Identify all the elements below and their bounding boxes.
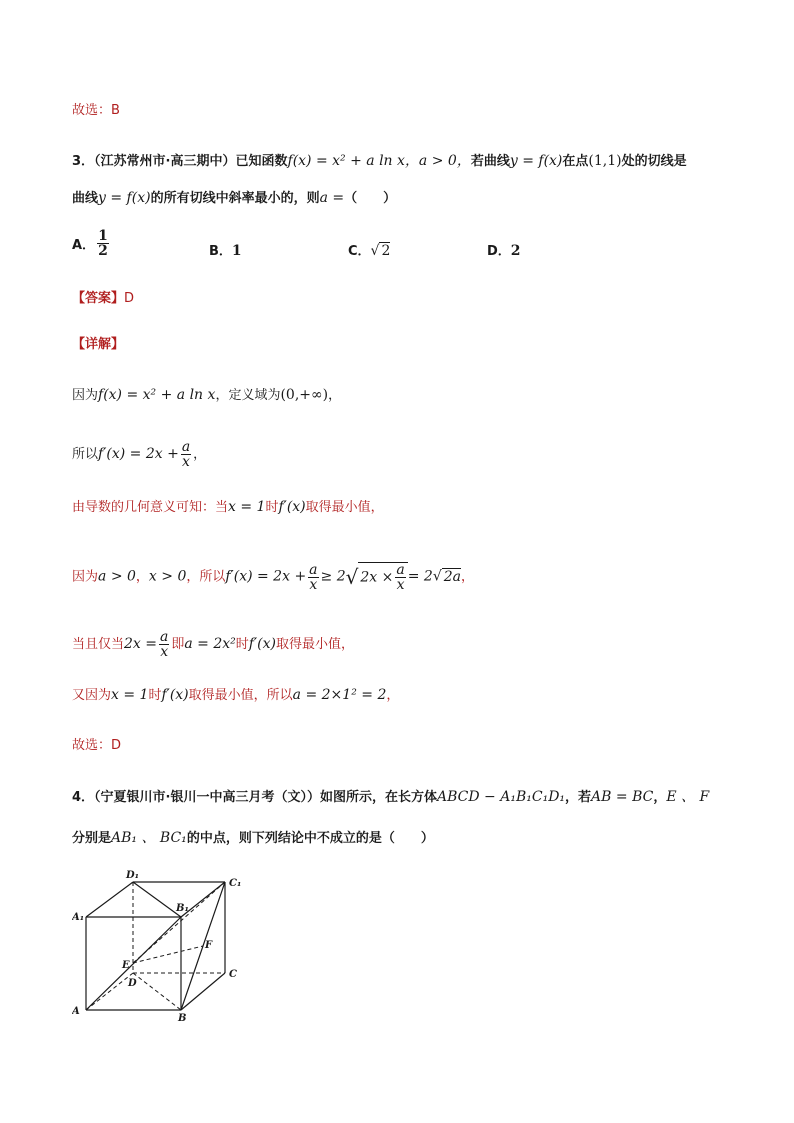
formula: f′(x) = 2x +	[98, 446, 179, 462]
formula: x > 0	[148, 568, 187, 585]
question-text: 如图所示，在长方体	[320, 790, 438, 805]
text: 时	[265, 500, 279, 515]
numerator: a	[309, 561, 318, 578]
hidden-segment-db	[133, 973, 181, 1010]
option-value: 1	[231, 243, 242, 259]
text: ，	[386, 688, 400, 703]
option-c: C．√ 2	[348, 243, 391, 259]
numerator: a	[181, 439, 191, 455]
label-e: E	[122, 960, 130, 971]
label-b: B	[178, 1013, 187, 1021]
formula: f′(x)	[161, 687, 189, 703]
answer-tag: 【答案】	[72, 291, 125, 306]
text: 时	[148, 688, 162, 703]
text: 取得最小值，	[275, 637, 354, 652]
question-3-line-2	[72, 188, 396, 209]
question-3-line-1	[72, 151, 687, 172]
option-letter: A．	[72, 238, 96, 253]
text: ，	[461, 569, 475, 585]
sqrt-radicand	[358, 562, 407, 592]
question-text: 已知函数	[235, 154, 288, 169]
text: 即	[171, 637, 185, 652]
denominator: x	[160, 644, 169, 660]
formula: a =	[319, 190, 345, 206]
option-letter: C．	[348, 244, 371, 259]
answer-value: D	[124, 291, 135, 306]
formula: ABCD − A₁B₁C₁D₁	[437, 789, 566, 805]
formula: f′(x)	[278, 499, 306, 515]
question-text: 在点	[562, 154, 589, 169]
denominator: x	[182, 454, 190, 470]
question-text: ，若	[565, 790, 592, 805]
formula: 2a	[443, 568, 461, 585]
text: 当且仅当	[72, 637, 125, 652]
question-text: 的所有切线中斜率最小的，则	[150, 191, 320, 206]
text: ，定义域为	[215, 388, 281, 403]
formula: 2x ×	[360, 569, 394, 586]
hidden-edge-ad	[86, 973, 133, 1010]
detail-tag: 【详解】	[72, 337, 125, 352]
label-d: D	[128, 978, 137, 989]
solution-step-2	[72, 440, 206, 469]
option-a	[72, 229, 111, 258]
label-c: C	[229, 969, 237, 980]
numerator: 1	[98, 228, 108, 244]
segment-d1b1	[133, 882, 181, 917]
question-text: ，	[653, 790, 667, 805]
formula: f′(x) = 2x +	[225, 568, 307, 585]
option-b	[209, 240, 242, 259]
option-value: 2	[381, 243, 391, 259]
text: ，	[193, 447, 207, 462]
question-text: （ ）	[344, 191, 397, 206]
formula: = 2	[407, 568, 433, 585]
option-letter: B．	[209, 244, 232, 259]
point: (1,1)	[588, 153, 622, 169]
formula: x = 1	[111, 687, 149, 703]
question-text: 的中点，则下列结论中不成立的是（ ）	[186, 831, 434, 846]
label-a1: A₁	[72, 912, 85, 923]
numerator: a	[396, 562, 405, 578]
solution-step-4: 因为a > 0，x > 0，所以f′(x) = 2x + $\frac{a}{x}$ ≥ 2√ 2x × $\frac{a}{x}$ = 2√ 2a，	[72, 561, 475, 593]
text: 由导数的几何意义可知：当	[72, 500, 229, 515]
formula: a > 0	[98, 568, 136, 585]
text: 又因为	[72, 688, 112, 703]
answer-line	[72, 289, 134, 309]
label-a: A	[72, 1006, 80, 1017]
domain: (0,+∞)	[280, 387, 329, 403]
question-4-line-2	[72, 828, 434, 849]
question-number: 3．	[72, 154, 95, 169]
formula: AB = BC	[591, 789, 654, 805]
edge-a1d1	[86, 882, 133, 917]
formula: a = 2x²	[184, 636, 236, 652]
formula: f′(x)	[248, 636, 276, 652]
numerator: a	[160, 629, 169, 645]
label-b1: B₁	[176, 903, 189, 914]
option-fraction	[97, 229, 109, 258]
fraction	[181, 440, 191, 469]
text: 取得最小值，所以	[188, 688, 293, 703]
label-f: F	[205, 940, 213, 951]
text: ，	[328, 388, 342, 403]
formula: y = f(x)	[98, 190, 151, 206]
question-number: 4．	[72, 790, 95, 805]
formula: ≥ 2	[320, 568, 346, 585]
denominator: x	[396, 577, 405, 593]
question-text: 若曲线	[470, 154, 510, 169]
formula: E 、 F	[666, 789, 710, 805]
option-letter: D．	[487, 244, 511, 259]
formula: x = 1	[228, 499, 266, 515]
option-value: 2	[510, 243, 521, 259]
formula: 2x =	[124, 636, 157, 652]
fraction	[395, 563, 405, 592]
question-source: （宁夏银川市·银川一中高三月考（文））	[94, 790, 320, 805]
question-source: （江苏常州市·高三期中）	[94, 154, 236, 169]
formula: y = f(x)	[509, 153, 563, 169]
text: ，	[135, 569, 149, 585]
option-d	[487, 240, 521, 259]
formula: f(x) = x² + a ln x	[98, 387, 216, 403]
label-d1: D₁	[126, 870, 140, 881]
question-4-line-1	[72, 787, 709, 808]
fraction	[159, 630, 169, 659]
label-c1: C₁	[229, 878, 242, 889]
solution-step-3	[72, 497, 384, 518]
previous-conclusion: 故选：B	[72, 103, 120, 118]
condition: ，a > 0，	[404, 153, 471, 169]
text: 因为	[72, 388, 99, 403]
formula: a = 2×1² = 2	[292, 687, 387, 703]
formula: AB₁ 、 BC₁	[111, 830, 187, 846]
text: 取得最小值，	[305, 500, 384, 515]
denominator: 2	[98, 243, 108, 259]
solution-step-5	[72, 630, 354, 659]
question-text: 分别是	[72, 831, 112, 846]
formula: f(x) = x² + a ln x	[287, 153, 405, 169]
solution-conclusion: 故选：D	[72, 738, 122, 753]
question-text: 处的切线是	[621, 154, 687, 169]
cuboid-figure	[72, 866, 252, 1021]
question-text: 曲线	[72, 191, 99, 206]
fraction	[308, 563, 318, 592]
text: 时	[235, 637, 249, 652]
text: 因为	[72, 569, 99, 585]
denominator: x	[309, 576, 318, 593]
segment-ab1	[86, 917, 181, 1010]
solution-step-6	[72, 685, 399, 706]
solution-step-1	[72, 385, 341, 406]
text: 所以	[72, 447, 99, 462]
text: ，所以	[186, 569, 226, 585]
